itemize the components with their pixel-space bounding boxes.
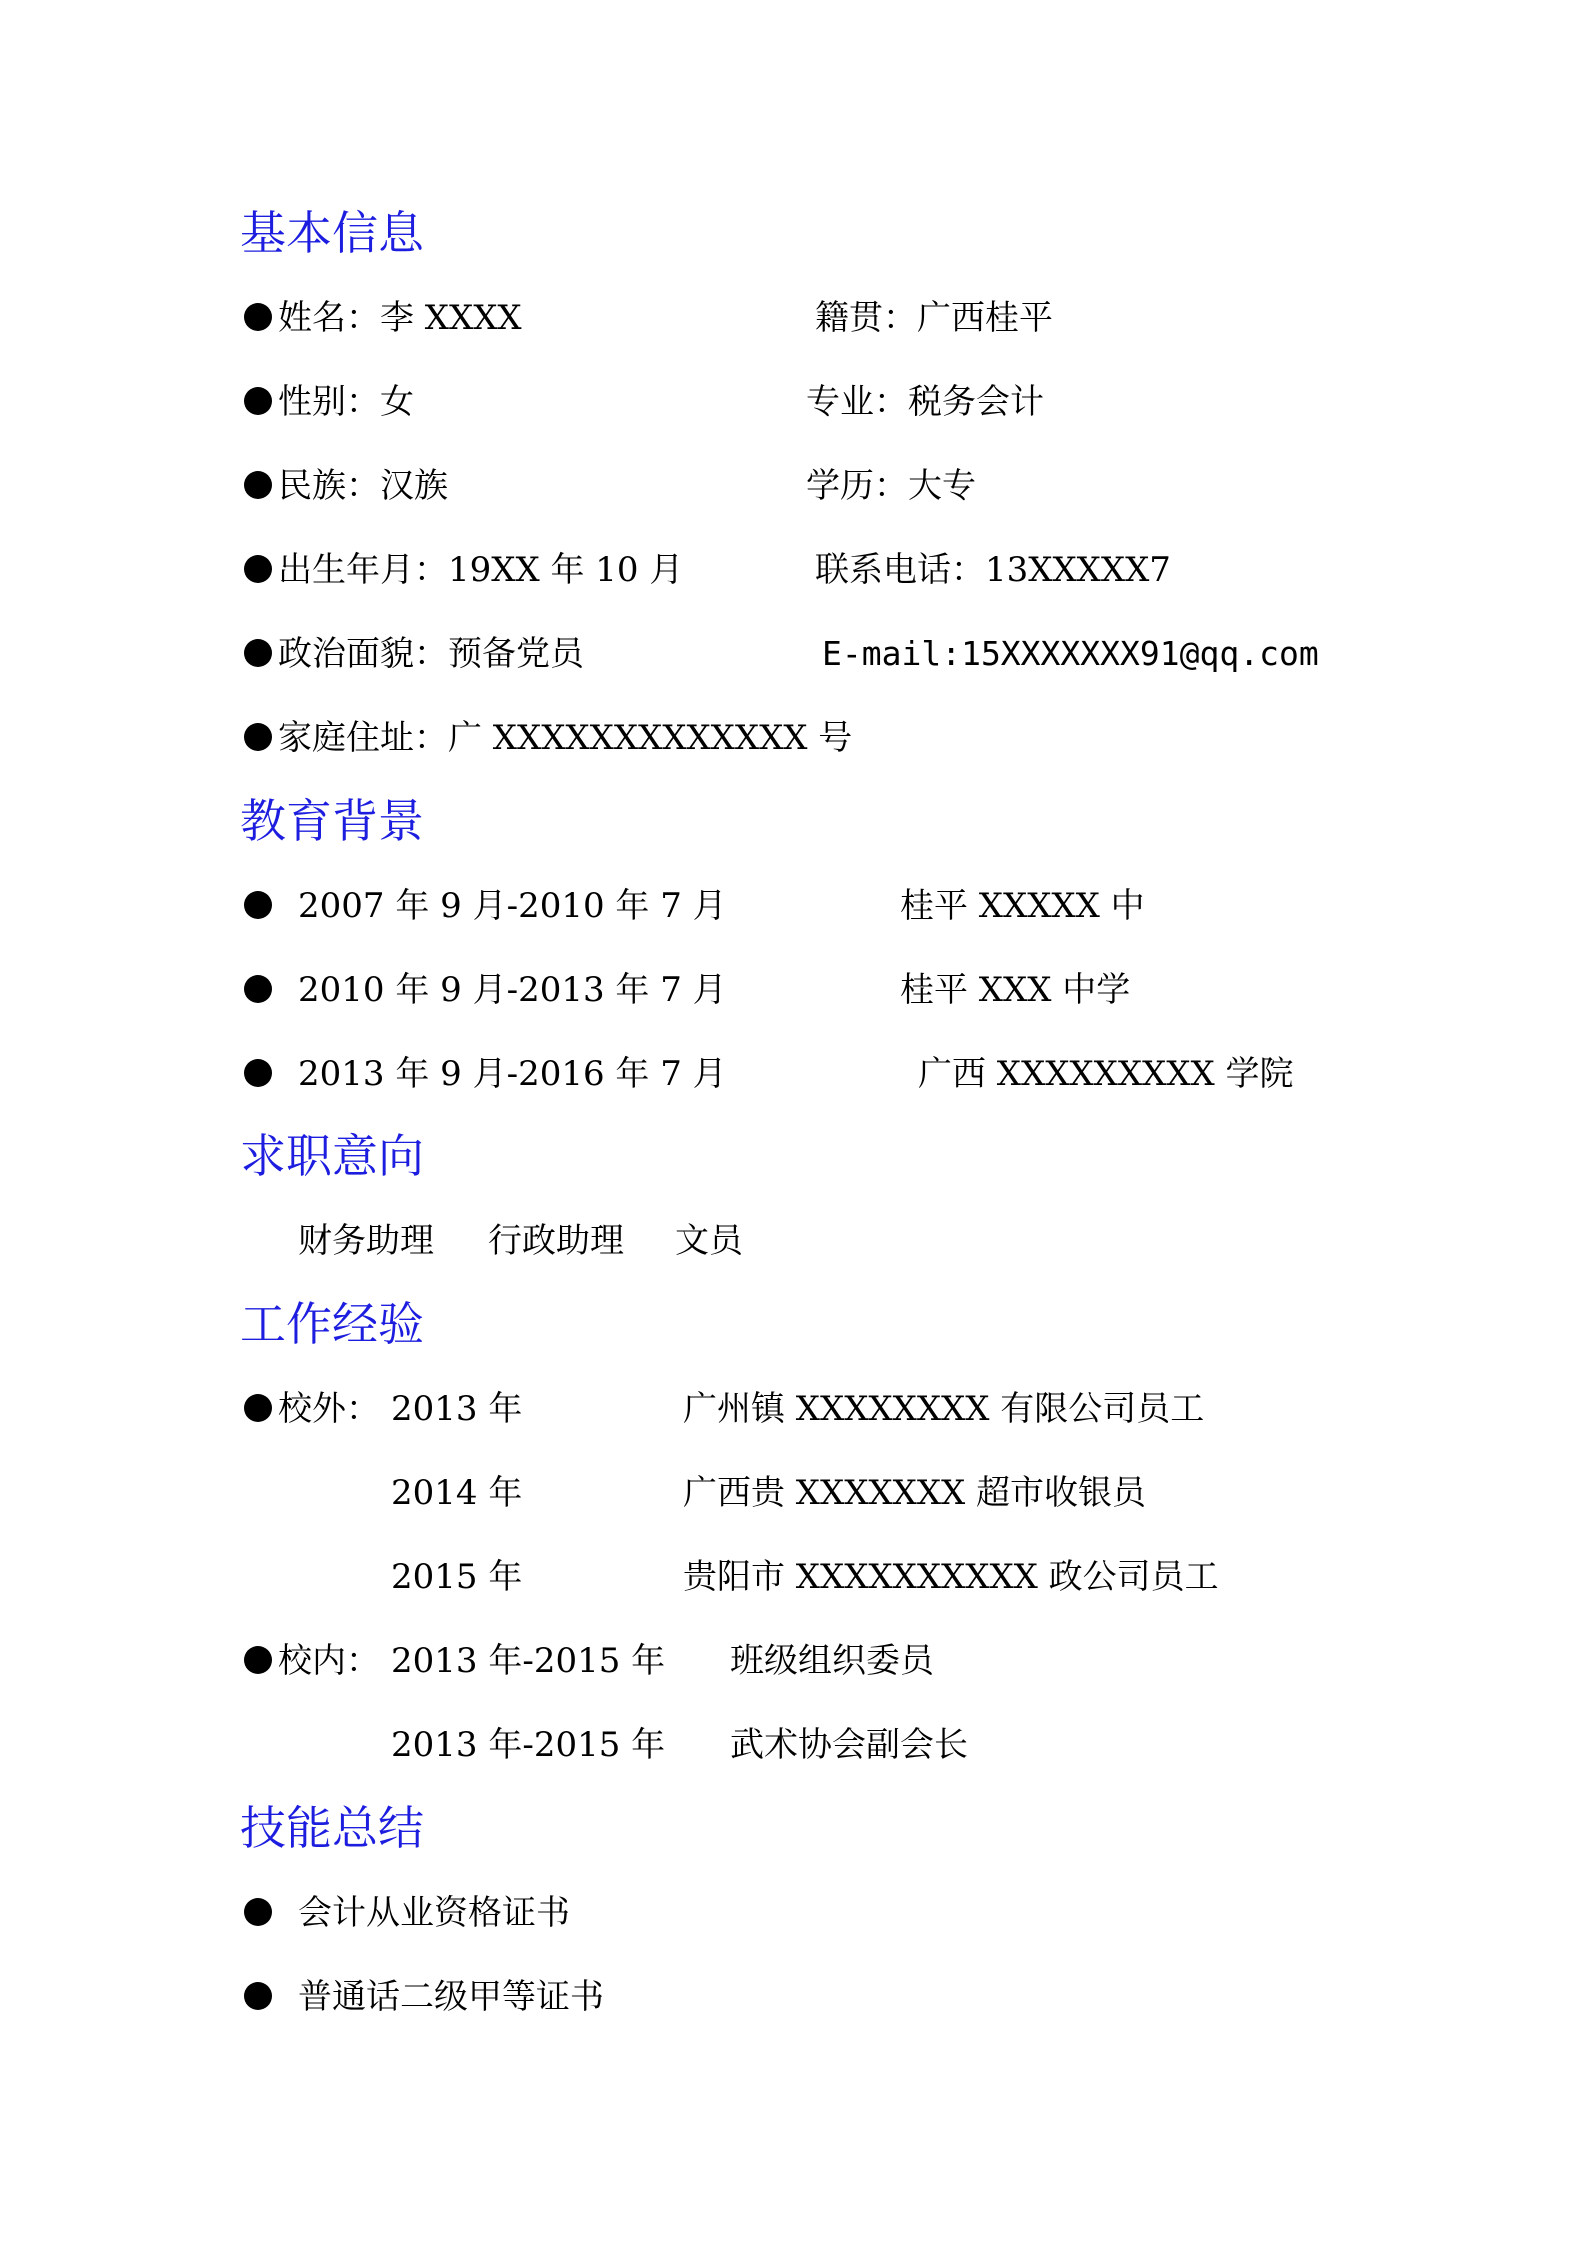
education-school: 桂平 XXXXX 中	[900, 886, 1145, 926]
basic-address: 家庭住址：广 XXXXXXXXXXXXX 号	[278, 718, 853, 758]
bullet-icon	[244, 1898, 272, 1926]
bullet-icon	[244, 1059, 272, 1087]
work-description: 武术协会副会长	[730, 1725, 968, 1765]
bullet-icon	[244, 1646, 272, 1674]
section-title-education: 教育背景	[240, 794, 424, 848]
basic-phone: 联系电话：13XXXXX7	[815, 550, 1171, 590]
education-school: 广西 XXXXXXXXX 学院	[918, 1054, 1294, 1094]
basic-political-status: 政治面貌：预备党员	[278, 634, 584, 674]
objective-item: 行政助理	[488, 1221, 624, 1261]
objective-item: 文员	[675, 1221, 743, 1261]
bullet-icon	[244, 1982, 272, 2010]
education-period: 2010 年 9 月-2013 年 7 月	[298, 970, 727, 1010]
skill-item: 会计从业资格证书	[298, 1893, 570, 1933]
work-year: 2013 年	[391, 1389, 523, 1429]
bullet-icon	[244, 1394, 272, 1422]
work-description: 广州镇 XXXXXXXX 有限公司员工	[683, 1389, 1205, 1429]
section-title-objective: 求职意向	[240, 1129, 424, 1183]
work-description: 班级组织委员	[730, 1641, 934, 1681]
basic-education-level: 学历：大专	[806, 466, 976, 506]
work-year: 2013 年-2015 年	[391, 1725, 666, 1765]
work-year: 2015 年	[391, 1557, 523, 1597]
section-title-basic-info: 基本信息	[240, 206, 424, 260]
work-outside-label: 校外：	[278, 1389, 380, 1429]
basic-email: E-mail:15XXXXXXX91@qq.com	[822, 634, 1319, 673]
bullet-icon	[244, 471, 272, 499]
work-year: 2013 年-2015 年	[391, 1641, 666, 1681]
bullet-icon	[244, 555, 272, 583]
basic-ethnicity: 民族：汉族	[278, 466, 448, 506]
basic-name: 姓名：李 XXXX	[278, 298, 522, 338]
bullet-icon	[244, 723, 272, 751]
bullet-icon	[244, 975, 272, 1003]
basic-hometown: 籍贯：广西桂平	[815, 298, 1053, 338]
bullet-icon	[244, 387, 272, 415]
work-description: 广西贵 XXXXXXX 超市收银员	[683, 1473, 1147, 1513]
bullet-icon	[244, 303, 272, 331]
objective-item: 财务助理	[298, 1221, 434, 1261]
basic-major: 专业：税务会计	[806, 382, 1044, 422]
education-period: 2013 年 9 月-2016 年 7 月	[298, 1054, 727, 1094]
basic-birth-date: 出生年月：19XX 年 10 月	[278, 550, 684, 590]
basic-gender: 性别：女	[278, 382, 414, 422]
section-title-work: 工作经验	[240, 1297, 424, 1351]
bullet-icon	[244, 639, 272, 667]
work-description: 贵阳市 XXXXXXXXXX 政公司员工	[683, 1557, 1219, 1597]
work-inside-label: 校内：	[278, 1641, 380, 1681]
education-school: 桂平 XXX 中学	[900, 970, 1131, 1010]
skill-item: 普通话二级甲等证书	[298, 1977, 604, 2017]
section-title-skills: 技能总结	[240, 1801, 424, 1855]
bullet-icon	[244, 891, 272, 919]
work-year: 2014 年	[391, 1473, 523, 1513]
education-period: 2007 年 9 月-2010 年 7 月	[298, 886, 727, 926]
